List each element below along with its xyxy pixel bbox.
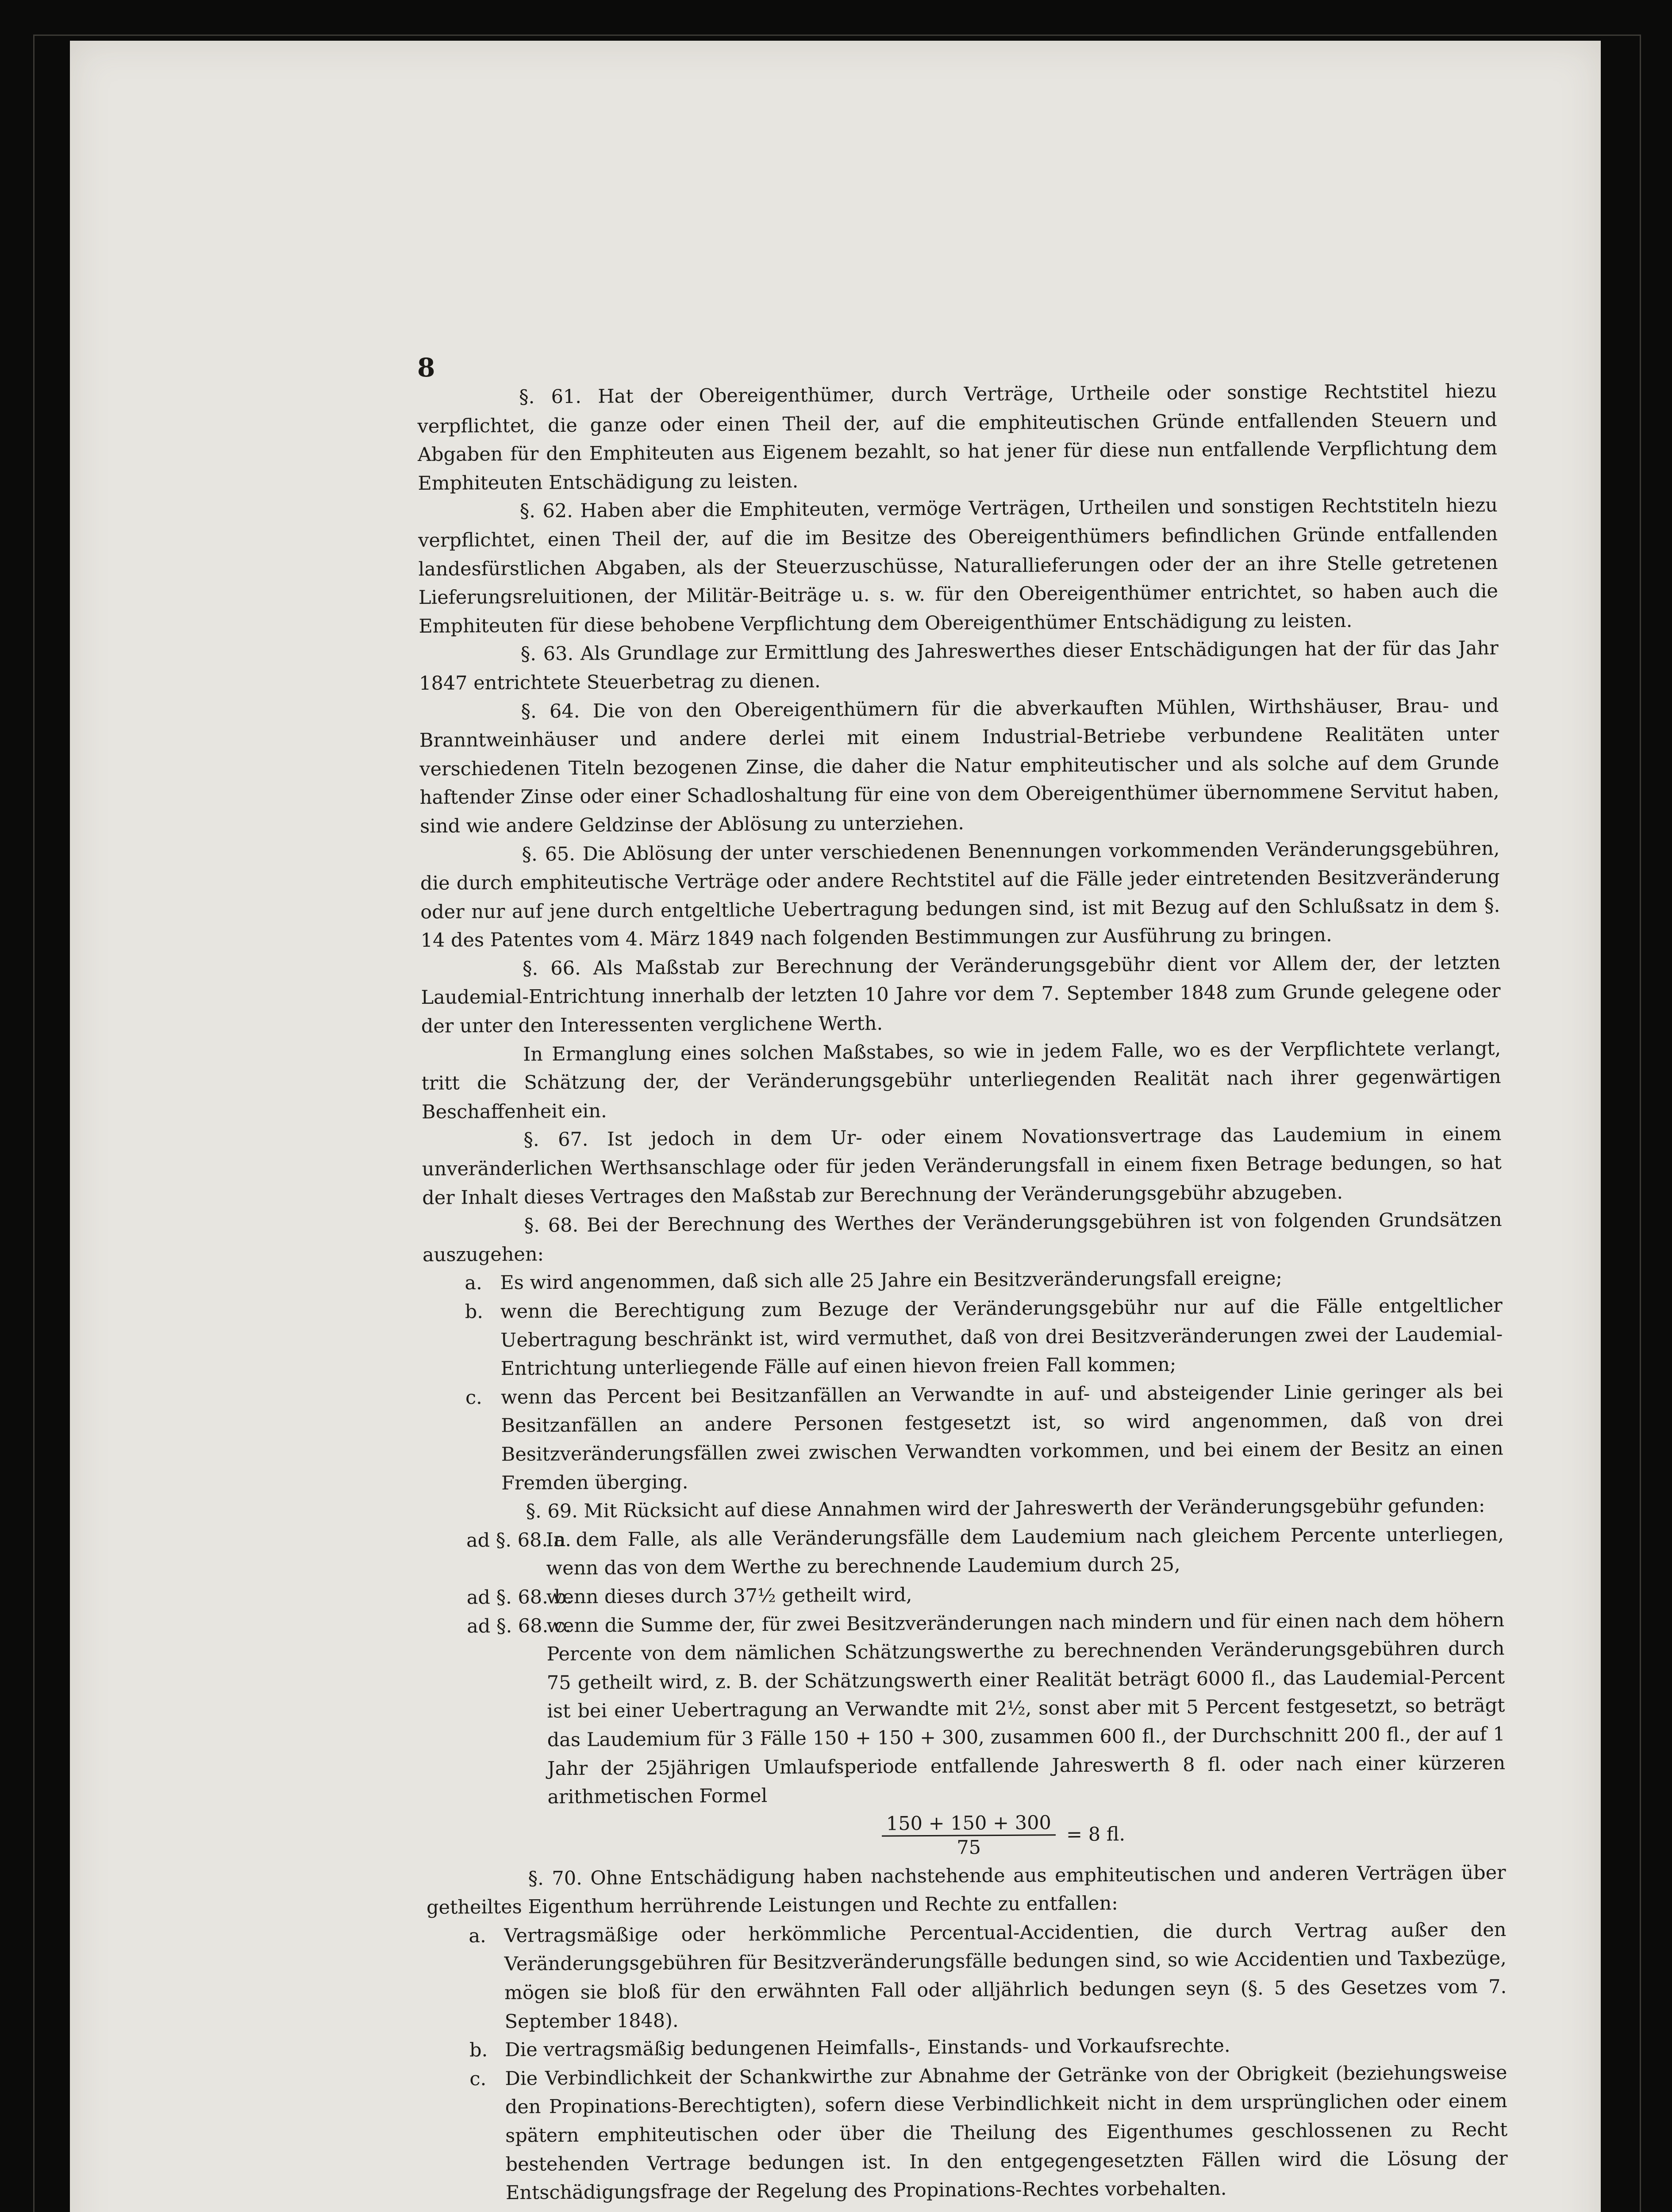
list-item (427, 1916, 1507, 2036)
list-item-text: wenn dieses durch 37½ getheilt wird, (546, 1584, 912, 1609)
fraction (882, 1811, 1056, 1859)
fraction-denominator: 75 (957, 1836, 981, 1859)
formula-result: = 8 fl. (1066, 1823, 1126, 1846)
paragraph: §. 65. Die Ablösung der unter verschiedenen Benennungen vorkommenden Veränderungsgebühren, die durch emphiteutische Verträge oder andere Rechtstitel auf die Fälle jeder eintretenden Besitzveränderung oder nur auf jene durch entgeltliche Uebertragung bedungen sind, ist mit Bezug auf den Schlußsatz in dem §. 14 des Patentes vom 4. März 1849 nach folgenden Bestimmungen zur Ausführung zu bringen. (420, 837, 1500, 952)
paper-sheet (70, 41, 1601, 2212)
paragraph: §. 64. Die von den Obereigenthümern für die abverkauften Mühlen, Wirthshäuser, Brau- und Branntweinhäuser und andere derlei mit einem Industrial-Betriebe verbundene Realitäten unter verschiedenen Titeln bezogenen Zinse, die daher die Natur emphiteutischer und als solche auf dem Grunde haftender Zinse oder einer Schadloshaltung für eine von dem Obereigenthümer übernommene Servitut haben, sind wie andere Geldzinse der Ablösung zu unterziehen. (419, 694, 1499, 837)
list-item-text: Die Verbindlichkeit der Schankwirthe zur Abnahme der Getränke von der Obrigkeit (beziehungsweise den Propinations-Berechtigten), sofern diese Verbindlichkeit nicht in dem ursprünglichen oder einem spätern emphiteutischen oder über die Theilung des Eigenthumes geschlossenen zu Recht bestehenden Vertrage bedungen ist. In den entgegengesetzten Fällen wird die Lösung der Entschädigungsfrage der Regelung des Propinations-Rechtes vorbehalten. (505, 2061, 1508, 2204)
list-marker: c. (465, 1386, 482, 1409)
document-body (417, 377, 1508, 2208)
list-marker: ad §. 68. c. (467, 1614, 571, 1637)
list-marker: b. (465, 1301, 484, 1323)
list-item (423, 1377, 1504, 1498)
paragraph: §. 63. Als Grundlage zur Ermittlung des Jahreswerthes dieser Entschädigungen hat der für das Jahr 1847 entrichtete Steuerbetrag zu dienen. (419, 637, 1499, 695)
list-item (423, 1291, 1503, 1384)
list-item-text: wenn die Berechtigung zum Bezuge der Veränderungsgebühr nur auf die Fälle entgeltlicher Uebertragung beschränkt ist, wird vermuthet, daß von drei Besitzveränderungen zwei der Laudemial-Entrichtung unterliegende Fälle auf einen hievon freien Fall kommen; (500, 1294, 1503, 1380)
paragraph: §. 67. Ist jedoch in dem Ur- oder einem Novationsvertrage das Laudemium in einem unveränderlichen Werthsanschlage oder für jeden Veränderungsfall in einem fixen Betrage bedungen, so hat der Inhalt dieses Vertrages den Maßstab zur Berechnung der Veränderungsgebühr abzugeben. (422, 1123, 1502, 1209)
formula (882, 1809, 1506, 1860)
sub-item (424, 1520, 1504, 1584)
list-marker: ad §. 68. a. (466, 1528, 572, 1552)
list-item-text: In dem Falle, als alle Veränderungsfälle dem Laudemium nach gleichem Percente unterliegen, wenn das von dem Werthe zu berechnende Laudemium durch 25, (546, 1523, 1504, 1580)
list-item-text: Es wird angenommen, daß sich alle 25 Jahre ein Besitzveränderungsfall ereigne; (500, 1267, 1283, 1294)
paragraph: §. 66. Als Maßstab zur Berechnung der Veränderungsgebühr dient vor Allem der, der letzten Laudemial-Entrichtung innerhalb der letzten 10 Jahre vor dem 7. September 1848 zum Grunde gelegene oder der unter den Interessenten verglichene Werth. (421, 951, 1501, 1038)
list-item-text: wenn die Summe der, für zwei Besitzveränderungen nach mindern und für einen nach dem höhern Percente von dem nämlichen Schätzungswerthe zu berechnenden Veränderungsgebühren durch 75 getheilt wird, z. B. der Schätzungswerth einer Realität beträgt 6000 fl., das Laudemial-Percent ist bei einer Uebertragung an Verwandte mit 2½, sonst aber mit 5 Percent festgesetzt, so beträgt das Laudemium für 3 Fälle 150 + 150 + 300, zusammen 600 fl., der Durchschnitt 200 fl., der auf 1 Jahr der 25jährigen Umlaufsperiode entfallende Jahreswerth 8 fl. oder nach einer kürzeren arithmetischen Formel (546, 1609, 1506, 1809)
list-marker: a. (469, 1924, 486, 1947)
list-marker: c. (469, 2067, 487, 2090)
paragraph: §. 68. Bei der Berechnung des Werthes der Veränderungsgebühren ist von folgenden Grundsätzen auszugehen: (422, 1209, 1502, 1266)
paragraph: §. 69. Mit Rücksicht auf diese Annahmen wird der Jahreswerth der Veränderungsgebühr gefunden: (526, 1494, 1485, 1523)
list-marker: b. (469, 2039, 488, 2062)
list-item-text: wenn das Percent bei Besitzanfällen an Verwandte in auf- und absteigender Linie geringer als bei Besitzanfällen an andere Personen festgesetzt ist, so wird angenommen, daß von drei Besitzveränderungsfällen zwei zwischen Verwandten vorkommen, und bei einem der Besitz an einen Fremden überging. (500, 1380, 1503, 1494)
list-marker: a. (465, 1272, 482, 1294)
list-marker: ad §. 68. b. (466, 1586, 573, 1609)
paragraph: In Ermanglung eines solchen Maßstabes, so wie in jedem Falle, wo es der Verpflichtete verlangt, tritt die Schätzung der, der Veränderungsgebühr unterliegenden Realität nach ihrer gegenwärtigen Beschaffenheit ein. (421, 1037, 1501, 1123)
fraction-numerator: 150 + 150 + 300 (882, 1811, 1056, 1836)
list-item-text: Vertragsmäßige oder herkömmliche Percentual-Accidentien, die durch Vertrag außer den Veränderungsgebühren für Besitzveränderungsfälle bedungen sind, so wie Accidentien und Taxbezüge, mögen sie bloß für den erwähnten Fall oder alljährlich bedungen seyn (§. 5 des Gesetzes vom 7. September 1848). (504, 1918, 1507, 2033)
list-item (427, 2058, 1508, 2208)
paragraph: §. 62. Haben aber die Emphiteuten, vermöge Verträgen, Urtheilen und sonstigen Rechtstiteln hiezu verpflichtet, einen Theil der, auf die im Besitze des Obereigenthümers befindlichen Gründe entfallenden landesfürstlichen Abgaben, als der Steuerzuschüsse, Naturallieferungen oder der an ihre Stelle getretenen Lieferungsreluitionen, der Militär-Beiträge u. s. w. für den Obereigenthümer entrichtet, so haben auch die Emphiteuten für diese behobene Verpflichtung dem Obereigenthümer Entschädigung zu leisten. (418, 494, 1499, 637)
list-item-text: Die vertragsmäßig bedungenen Heimfalls-, Einstands- und Vorkaufsrechte. (504, 2035, 1230, 2062)
sub-item (425, 1606, 1506, 1813)
paragraph: §. 61. Hat der Obereigenthümer, durch Verträge, Urtheile oder sonstige Rechtstitel hiezu verpflichtet, die ganze oder einen Theil der, auf die emphiteutischen Gründe entfallenden Steuern und Abgaben für den Emphiteuten aus Eigenem bezahlt, so hat jener für diese nun entfallende Verpflichtung dem Emphiteuten Entschädigung zu leisten. (417, 380, 1498, 495)
paragraph: §. 70. Ohne Entschädigung haben nachstehende aus emphiteutischen und anderen Verträgen über getheiltes Eigenthum herrührende Leistungen und Rechte zu entfallen: (426, 1861, 1506, 1919)
page-number: 8 (417, 353, 435, 383)
